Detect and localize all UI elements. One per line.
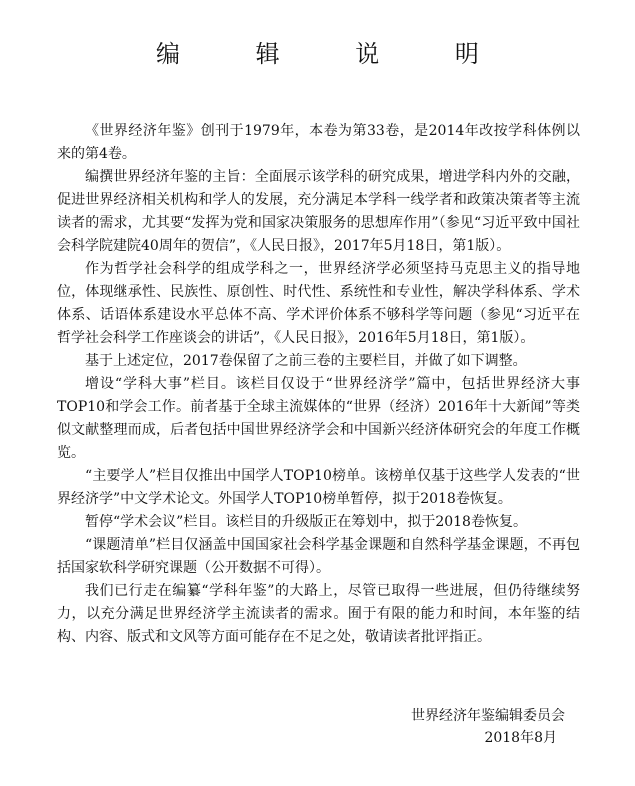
paragraph: 增设“学科大事”栏目。该栏目仅设于“世界经济学”篇中，包括世界经济大事TOP10和学会工作。前者基于全球主流媒体的“世界（经济）2016年十大新闻”等类似文献整理而成，后者包括中国世界经济学会和中国新兴经济体研究会的年度工作概览。 — [57, 376, 580, 461]
paragraph: “课题清单”栏目仅涵盖中国国家社会科学基金课题和自然科学基金课题，不再包括国家软科学研究课题（公开数据不可得）。 — [57, 537, 580, 576]
body-text — [57, 120, 580, 649]
paragraph: 作为哲学社会科学的组成学科之一，世界经济学必须坚持马克思主义的指导地位，体现继承性、民族性、原创性、时代性、系统性和专业性，解决学科体系、学术体系、话语体系建设水平总体不高、学术评价体系不够科学等问题（参见“习近平在哲学社会科学工作座谈会的讲话”，《人民日报》，2016年5月18日，第1版）。 — [57, 261, 580, 346]
signature-organization: 世界经济年鉴编辑委员会 — [411, 708, 565, 724]
paragraph: 暂停“学术会议”栏目。该栏目的升级版正在筹划中，拟于2018卷恢复。 — [85, 514, 527, 530]
paragraph: 我们已行走在编纂“学科年鉴”的大路上，尽管已取得一些进展，但仍待继续努力，以充分满足世界经济学主流读者的需求。囿于有限的能力和时间，本年鉴的结构、内容、版式和文风等方面可能存在不足之处，敬请读者批评指正。 — [57, 583, 580, 645]
page-title: 编 辑 说 明 — [156, 40, 513, 68]
signature-block — [411, 705, 565, 749]
paragraph: 基于上述定位，2017卷保留了之前三卷的主要栏目，并做了如下调整。 — [85, 353, 527, 369]
paragraph: 《世界经济年鉴》创刊于1979年，本卷为第33卷，是2014年改按学科体例以来的第4卷。 — [57, 123, 580, 162]
paragraph: 编撰世界经济年鉴的主旨：全面展示该学科的研究成果，增进学科内外的交融，促进世界经济相关机构和学人的发展，充分满足本学科一线学者和政策决策者等主流读者的需求，尤其要“发挥为党和国家决策服务的思想库作用”（参见“习近平致中国社会科学院建院40周年的贺信”，《人民日报》，2017年5月18日，第1版）。 — [57, 169, 580, 254]
signature-date: 2018年8月 — [484, 730, 557, 746]
paragraph: “主要学人”栏目仅推出中国学人TOP10榜单。该榜单仅基于这些学人发表的“世界经济学”中文学术论文。外国学人TOP10榜单暂停，拟于2018卷恢复。 — [57, 468, 580, 507]
